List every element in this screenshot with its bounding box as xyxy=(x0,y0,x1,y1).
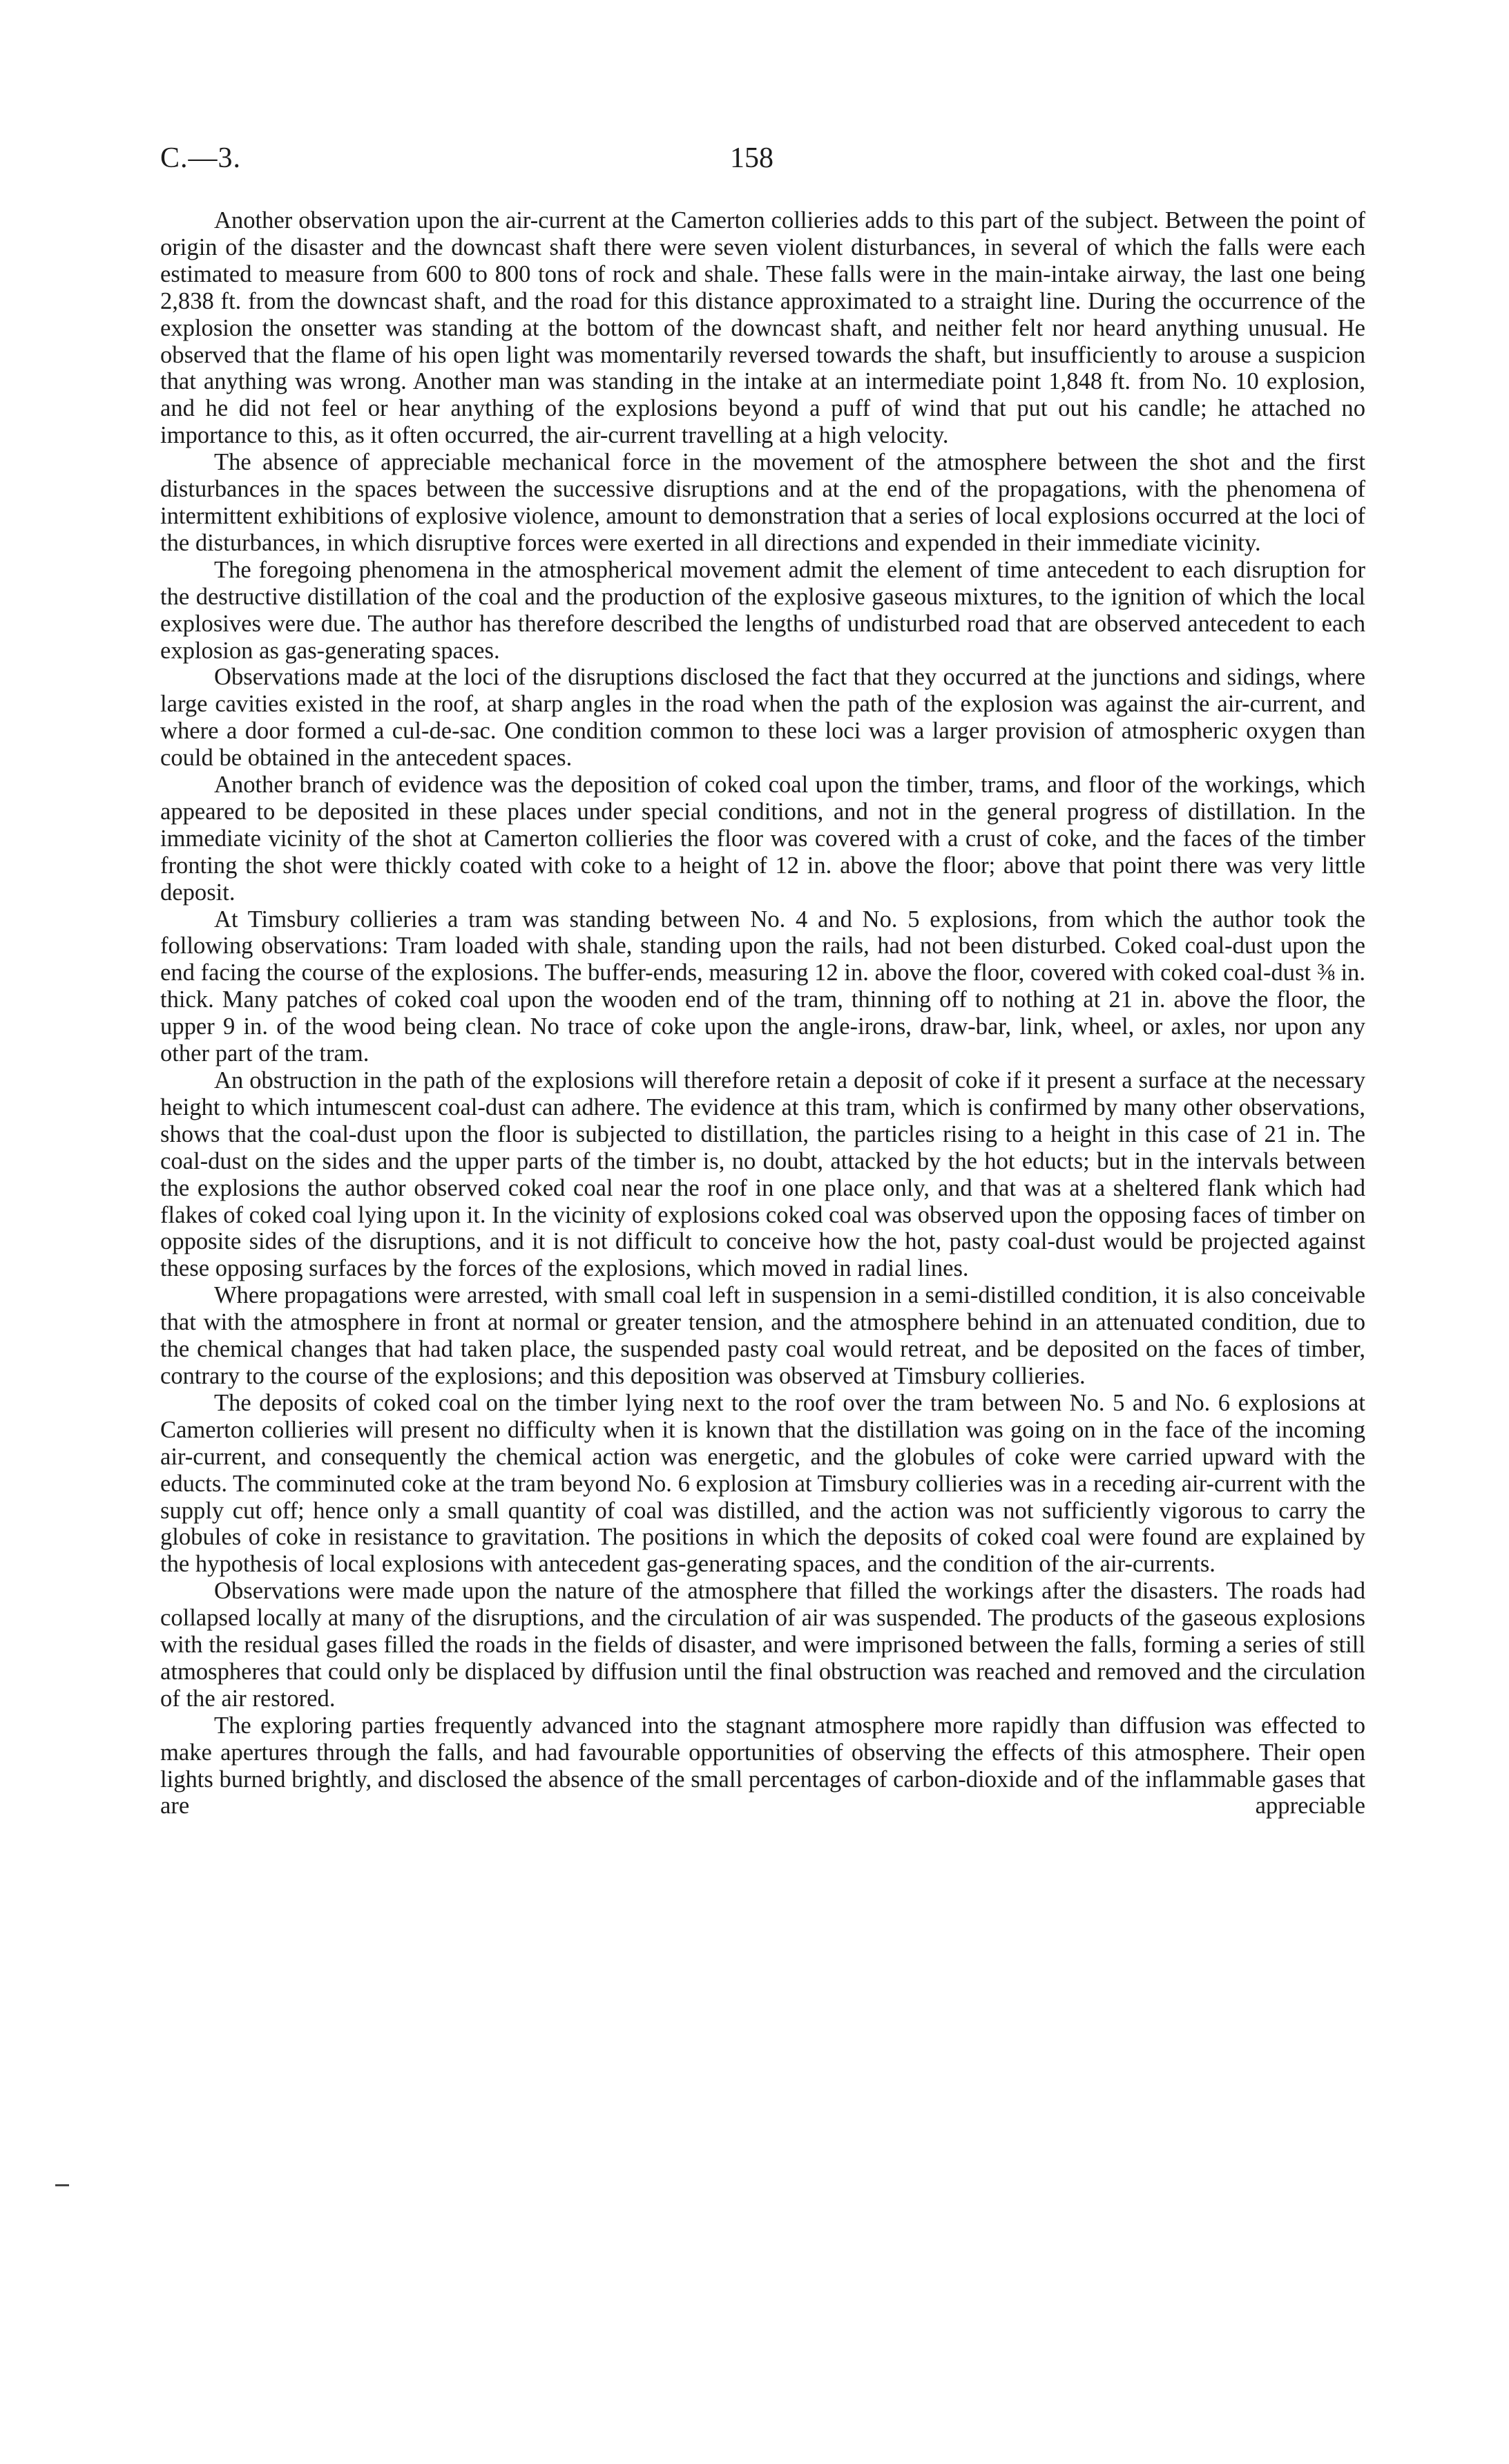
margin-mark xyxy=(55,2184,69,2186)
page-reference: C.—3. xyxy=(160,142,242,174)
paragraph: An obstruction in the path of the explosions will therefore retain a deposit of coke if it present a surface at the necessary height to which intumescent coal-dust can adhere. The evidence at this tram, which is confirmed by many other observations, shows that the coal-dust upon the floor is subjected to distillation, the particles rising to a height in this case of 21 in. The coal-dust on the sides and the upper parts of the timber is, no doubt, attacked by the hot educts; but in the intervals between the explosions the author observed coked coal near the roof in one place only, and that was at a sheltered flank which had flakes of coked coal lying upon it. In the vicinity of explosions coked coal was observed upon the opposing faces of timber on opposite sides of the disruptions, and it is not difficult to conceive how the hot, pasty coal-dust would be projected against these opposing surfaces by the forces of the explosions, which moved in radial lines. xyxy=(160,1067,1365,1282)
paragraph: The deposits of coked coal on the timber lying next to the roof over the tram between No. 5 and No. 6 explosions at Camerton collieries will present no difficulty when it is known that the distillation was going on in the face of the incoming air-current, and consequently the chemical action was energetic, and the globules of coke were carried upward with the educts. The comminuted coke at the tram beyond No. 6 explosion at Timsbury collieries was in a receding air-current with the supply cut off; hence only a small quantity of coal was distilled, and the action was not sufficiently vigorous to carry the globules of coke in resistance to gravitation. The positions in which the deposits of coked coal were found are explained by the hypothesis of local explosions with antecedent gas-generating spaces, and the condition of the air-currents. xyxy=(160,1389,1365,1578)
paragraph: Observations made at the loci of the disruptions disclosed the fact that they occurred at the junctions and sidings, where large cavities existed in the roof, at sharp angles in the road when the path of the explosion was against the air-current, and where a door formed a cul-de-sac. One condition common to these loci was a larger provision of atmospheric oxygen than could be obtained in the antecedent spaces. xyxy=(160,664,1365,772)
page-header xyxy=(160,142,1365,183)
paragraph: Observations were made upon the nature of the atmosphere that filled the workings after the disasters. The roads had collapsed locally at many of the disruptions, and the circulation of air was suspended. The products of the gaseous explosions with the residual gases filled the roads in the fields of disaster, and were imprisoned between the falls, forming a series of still atmospheres that could only be displaced by diffusion until the final obstruction was reached and removed and the circulation of the air restored. xyxy=(160,1578,1365,1712)
paragraph: At Timsbury collieries a tram was standing between No. 4 and No. 5 explosions, from which the author took the following observations: Tram loaded with shale, standing upon the rails, had not been disturbed. Coked coal-dust upon the end facing the course of the explosions. The buffer-ends, measuring 12 in. above the floor, covered with coked coal-dust ⅜ in. thick. Many patches of coked coal upon the wooden end of the tram, thinning off to nothing at 21 in. above the floor, the upper 9 in. of the wood being clean. No trace of coke upon the angle-irons, draw-bar, link, wheel, or axles, nor upon any other part of the tram. xyxy=(160,906,1365,1067)
body-text xyxy=(160,207,1365,1820)
paragraph: Where propagations were arrested, with small coal left in suspension in a semi-distilled condition, it is also conceivable that with the atmosphere in front at normal or greater tension, and the atmosphere behind in an attenuated condition, due to the chemical changes that had taken place, the suspended pasty coal would retreat, and be deposited on the faces of timber, contrary to the course of the explosions; and this deposition was observed at Timsbury collieries. xyxy=(160,1282,1365,1389)
paragraph: The absence of appreciable mechanical force in the movement of the atmosphere between the shot and the first disturbances in the spaces between the successive disruptions and at the end of the propagations, with the phenomena of intermittent exhibitions of explosive violence, amount to demonstration that a series of local explosions occurred at the loci of the disturbances, in which disruptive forces were exerted in all directions and expended in their immediate vicinity. xyxy=(160,449,1365,556)
paragraph: Another observation upon the air-current at the Camerton collieries adds to this part of the subject. Between the point of origin of the disaster and the downcast shaft there were seven violent disturbances, in several of which the falls were each estimated to measure from 600 to 800 tons of rock and shale. These falls were in the main-intake airway, the last one being 2,838 ft. from the downcast shaft, and the road for this distance approximated to a straight line. During the occurrence of the explosion the onsetter was standing at the bottom of the downcast shaft, and neither felt nor heard anything unusual. He observed that the flame of his open light was momentarily reversed towards the shaft, but insufficiently to arouse a suspicion that anything was wrong. Another man was standing in the intake at an intermediate point 1,848 ft. from No. 10 explosion, and he did not feel or hear anything of the explosions beyond a puff of wind that put out his candle; he attached no importance to this, as it often occurred, the air-current travelling at a high velocity. xyxy=(160,207,1365,449)
paragraph: The foregoing phenomena in the atmospherical movement admit the element of time antecedent to each disruption for the destructive distillation of the coal and the production of the explosive gaseous mixtures, to the ignition of which the local explosives were due. The author has therefore described the lengths of undisturbed road that are observed antecedent to each explosion as gas-generating spaces. xyxy=(160,556,1365,664)
paragraph: Another branch of evidence was the deposition of coked coal upon the timber, trams, and floor of the workings, which appeared to be deposited in these places under special conditions, and not in the general progress of distillation. In the immediate vicinity of the shot at Camerton collieries the floor was covered with a crust of coke, and the faces of the timber fronting the shot were thickly coated with coke to a height of 12 in. above the floor; above that point there was very little deposit. xyxy=(160,772,1365,906)
page-number: 158 xyxy=(730,142,773,174)
paragraph: The exploring parties frequently advanced into the stagnant atmosphere more rapidly than diffusion was effected to make apertures through the falls, and had favourable opportunities of observing the effects of this atmosphere. Their open lights burned brightly, and disclosed the absence of the small percentages of carbon-dioxide and of the inflammable gases that are appreciable xyxy=(160,1712,1365,1820)
